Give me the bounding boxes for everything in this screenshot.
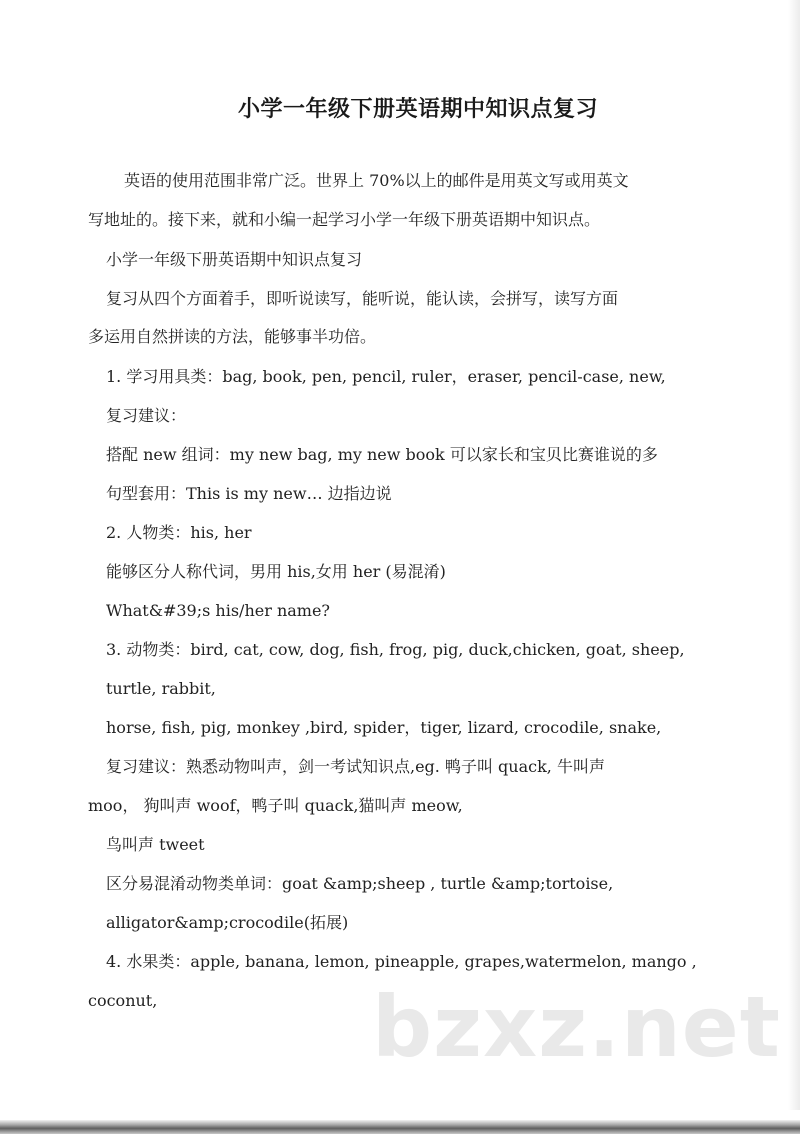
paragraph-line-21: 4. 水果类：apple, banana, lemon, pineapple, grapes,watermelon, mango , bbox=[106, 952, 697, 971]
paragraph-line-6: 1. 学习用具类：bag, book, pen, pencil, ruler，eraser, pencil-case, new, bbox=[106, 367, 666, 386]
paragraph-line-12: What&#39;s his/her name? bbox=[106, 601, 331, 620]
paragraph-line-15: horse, fish, pig, monkey ,bird, spider，tiger, lizard, crocodile, snake, bbox=[106, 718, 662, 737]
paragraph-line-1: 英语的使用范围非常广泛。世界上 70%以上的邮件是用英文写或用英文 bbox=[124, 171, 629, 190]
site-watermark: bzxz.net bbox=[372, 978, 781, 1076]
paragraph-line-11: 能够区分人称代词，男用 his,女用 her (易混淆) bbox=[106, 562, 446, 581]
paragraph-line-14: turtle, rabbit, bbox=[106, 679, 216, 698]
paragraph-line-10: 2. 人物类：his, her bbox=[106, 523, 252, 542]
paragraph-line-3: 小学一年级下册英语期中知识点复习 bbox=[106, 250, 363, 269]
paragraph-line-7: 复习建议： bbox=[106, 406, 187, 425]
paragraph-line-9: 句型套用：This is my new… 边指边说 bbox=[106, 484, 392, 503]
page-bottom-border bbox=[0, 1120, 800, 1134]
paragraph-line-5: 多运用自然拼读的方法，能够事半功倍。 bbox=[88, 327, 377, 346]
paragraph-line-8: 搭配 new 组词：my new bag, my new book 可以家长和宝贝比赛谁说的多 bbox=[106, 445, 658, 464]
page-edge-shadow bbox=[788, 0, 800, 1110]
paragraph-line-16: 复习建议：熟悉动物叫声，剑一考试知识点,eg. 鸭子叫 quack, 牛叫声 bbox=[106, 757, 605, 776]
paragraph-line-20: alligator&amp;crocodile(拓展) bbox=[106, 913, 349, 932]
paragraph-line-18: 鸟叫声 tweet bbox=[106, 835, 205, 854]
paragraph-line-2: 写地址的。接下来，就和小编一起学习小学一年级下册英语期中知识点。 bbox=[88, 210, 601, 229]
paragraph-line-22: coconut, bbox=[88, 991, 158, 1010]
paragraph-line-17: moo， 狗叫声 woof，鸭子叫 quack,猫叫声 meow, bbox=[88, 796, 463, 815]
paragraph-line-4: 复习从四个方面着手，即听说读写，能听说，能认读，会拼写，读写方面 bbox=[106, 289, 619, 308]
paragraph-line-13: 3. 动物类：bird, cat, cow, dog, fish, frog, pig, duck,chicken, goat, sheep, bbox=[106, 640, 685, 659]
document-title: 小学一年级下册英语期中知识点复习 bbox=[237, 97, 598, 122]
paragraph-line-19: 区分易混淆动物类单词：goat &amp;sheep , turtle &amp;tortoise, bbox=[106, 874, 614, 893]
